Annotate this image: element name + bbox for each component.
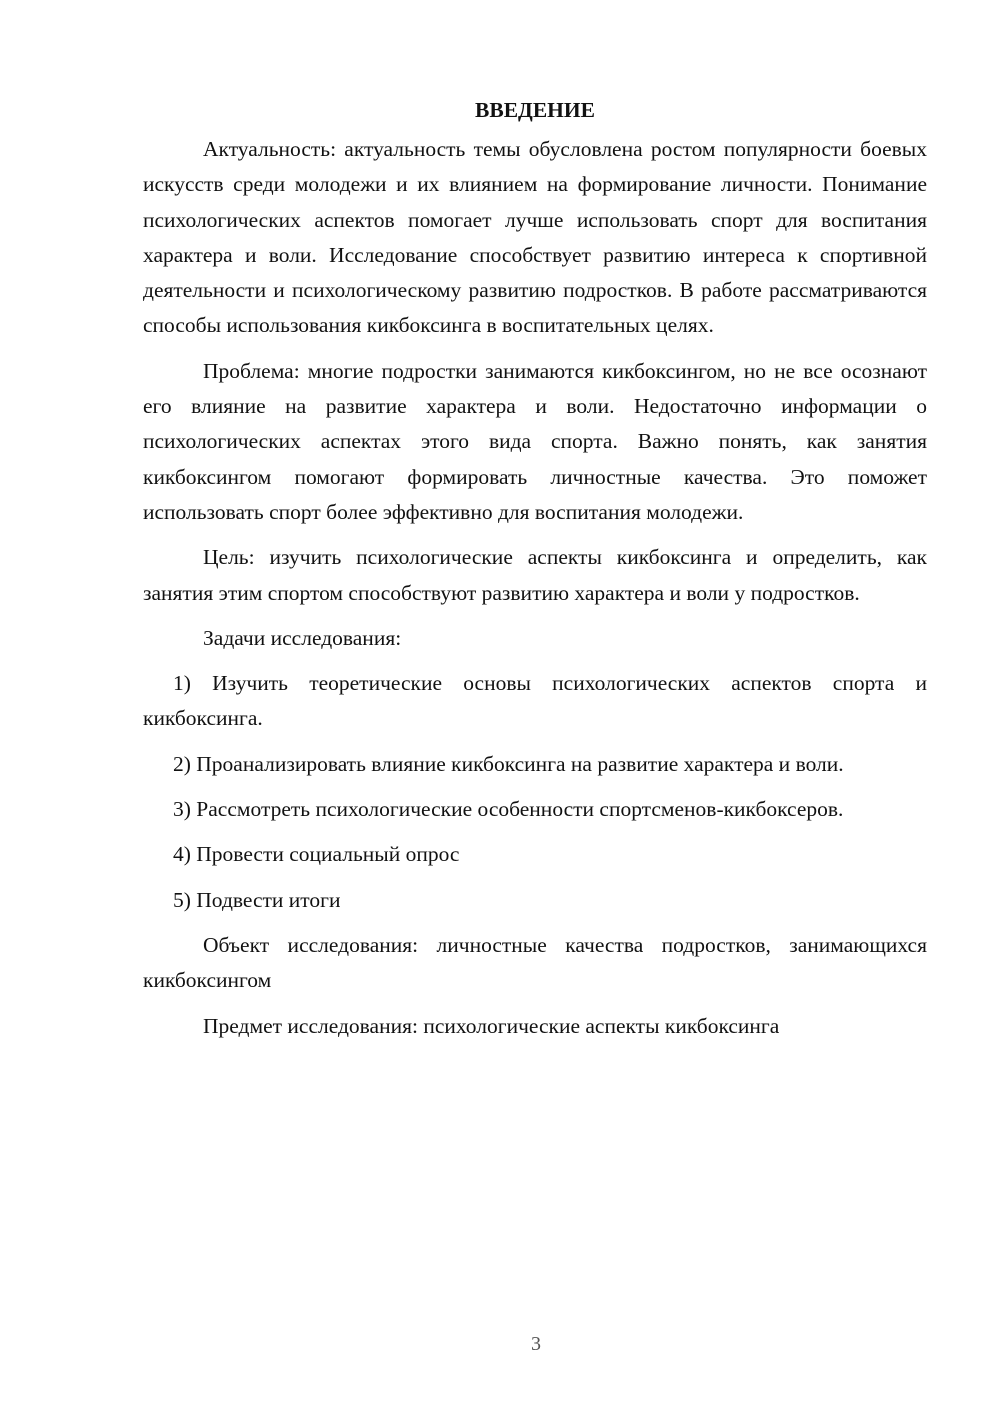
task-item-2: 2) Проанализировать влияние кикбоксинга на развитие характера и воли. [173,751,844,776]
page-number: 3 [531,1333,541,1355]
document-body [143,92,927,1054]
subject-paragraph: Предмет исследования: психологические аспекты кикбоксинга [203,1013,780,1038]
goal-paragraph: Цель: изучить психологические аспекты кикбоксинга и определить, как занятия этим спортом способствуют развитию характера и воли у подростков. [143,545,927,605]
problem-paragraph: Проблема: многие подростки занимаются кикбоксингом, но не все осознают его влияние на развитие характера и воли. Недостаточно информации о психологических аспектах этого вида спорта. Важно понять, как занятия кикбоксингом помогают формировать личностные качества. Это поможет использовать спорт более эффективно для воспитания молодежи. [143,358,927,524]
tasks-heading: Задачи исследования: [203,625,402,650]
task-item-3: 3) Рассмотреть психологические особенности спортсменов-кикбоксеров. [173,797,844,822]
object-paragraph: Объект исследования: личностные качества подростков, занимающихся кикбоксингом [143,932,927,993]
task-item-4: 4) Провести социальный опрос [173,842,460,867]
task-item-1: 1) Изучить теоретические основы психологических аспектов спорта и кикбоксинга. [143,671,927,731]
task-item-5: 5) Подвести итоги [173,887,341,912]
section-heading: ВВЕДЕНИЕ [475,98,595,122]
relevance-paragraph: Актуальность: актуальность темы обусловлена ростом популярности боевых искусств среди молодежи и их влиянием на формирование личности. Понимание психологических аспектов помогает лучше использовать спорт для воспитания характера и воли. Исследование способствует развитию интереса к спортивной деятельности и психологическому развитию подростков. В работе рассматриваются способы использования кикбоксинга в воспитательных целях. [143,137,927,338]
